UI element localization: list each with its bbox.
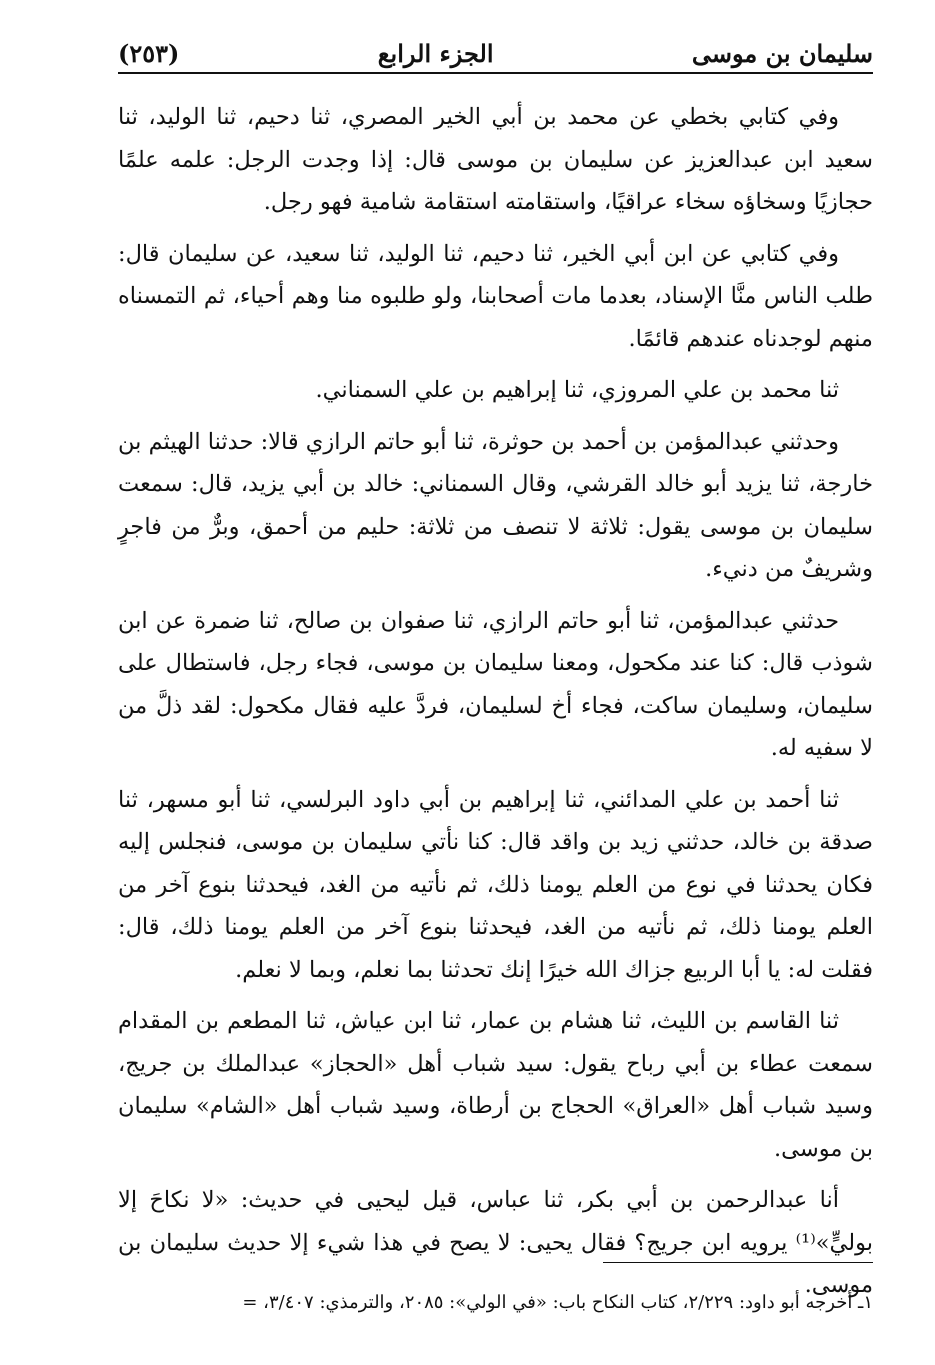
- page-number: (٢٥٣): [118, 39, 180, 68]
- paragraph: ثنا محمد بن علي المروزي، ثنا إبراهيم بن علي السمناني.: [315, 377, 839, 403]
- paragraph: أنا عبدالرحمن بن أبي بكر، ثنا عباس، قيل ليحيى في حديث: «لا نكاحَ إلا بوليٍّ»⁽¹⁾ يرويه ابن جريج؟ فقال يحيى: لا يصح في هذا شيء إلا حديث سليمان بن موسى.: [118, 1187, 873, 1298]
- header-chapter-title: سليمان بن موسى: [691, 39, 873, 68]
- paragraph: وحدثني عبدالمؤمن بن أحمد بن حوثرة، ثنا أبو حاتم الرازي قالا: حدثنا الهيثم بن خارجة، ثنا يزيد أبو خالد القرشي، وقال السمناني: خالد بن أبي يزيد، قال: سمعت سليمان بن موسى يقول: ثلاثة لا تنصف من ثلاثة: حليم من أحمق، وبرٌّ من فاجرٍ وشريفٌ من دنيء.: [118, 428, 873, 582]
- header-divider: [118, 72, 873, 74]
- main-text: [118, 96, 873, 1307]
- paragraph: ثنا القاسم بن الليث، ثنا هشام بن عمار، ثنا ابن عياش، ثنا المطعم بن المقدام سمعت عطاء بن أبي رباح يقول: سيد شباب أهل «الحجاز» عبدالملك بن جريج، وسيد شباب أهل «العراق» الحجاج بن أرطاة، وسيد شباب أهل «الشام» سليمان بن موسى.: [118, 1008, 873, 1162]
- paragraph: ثنا أحمد بن علي المدائني، ثنا إبراهيم بن أبي داود البرلسي، ثنا أبو مسهر، ثنا صدقة بن خالد، حدثني زيد بن واقد قال: كنا نأتي سليمان بن موسى، فنجلس إليه فكان يحدثنا في نوع من العلم يومنا ذلك، ثم نأتيه من الغد، فيحدثنا بنوع آخر من العلم يومنا ذلك، ثم نأتيه من الغد، فيحدثنا بنوع آخر من العلم يومنا ذلك، قال: فقلت له: يا أبا الربيع جزاك الله خيرًا إنك تحدثنا بما نعلم، وبما لا نعلم.: [118, 786, 873, 983]
- running-header: [118, 28, 873, 68]
- footnote-divider: [603, 1262, 873, 1263]
- paragraph: حدثني عبدالمؤمن، ثنا أبو حاتم الرازي، ثنا صفوان بن صالح، ثنا ضمرة عن ابن شوذب قال: كنا عند مكحول، ومعنا سليمان بن موسى، فجاء رجل، فاستطال على سليمان، وسليمان ساكت، فجاء أخ لسليمان، فردَّ عليه فقال مكحول: لقد ذلَّ من لا سفيه له.: [118, 607, 873, 761]
- paragraph: وفي كتابي بخطي عن محمد بن أبي الخير المصري، ثنا دحيم، ثنا الوليد، ثنا سعيد ابن عبدالعزيز عن سليمان بن موسى قال: إذا وجدت الرجل: علمه علمًا حجازيًا وسخاؤه سخاء عراقيًا، واستقامته استقامة شامية فهو رجل.: [118, 104, 873, 215]
- paragraph: وفي كتابي عن ابن أبي الخير، ثنا دحيم، ثنا الوليد، ثنا سعيد، عن سليمان قال: طلب الناس منَّا الإسناد، بعدما مات أصحابنا، ولو طلبوه منا وهم أحياء، ثم التمسناه منهم لوجدناه عندهم قائمًا.: [118, 240, 873, 352]
- header-volume-title: الجزء الرابع: [377, 39, 494, 68]
- footnote: ١ـ أخرجه أبو داود: ٢/٢٢٩، كتاب النكاح باب: «في الولي»: ٢٠٨٥، والترمذي: ٣/٤٠٧، =: [242, 1292, 873, 1313]
